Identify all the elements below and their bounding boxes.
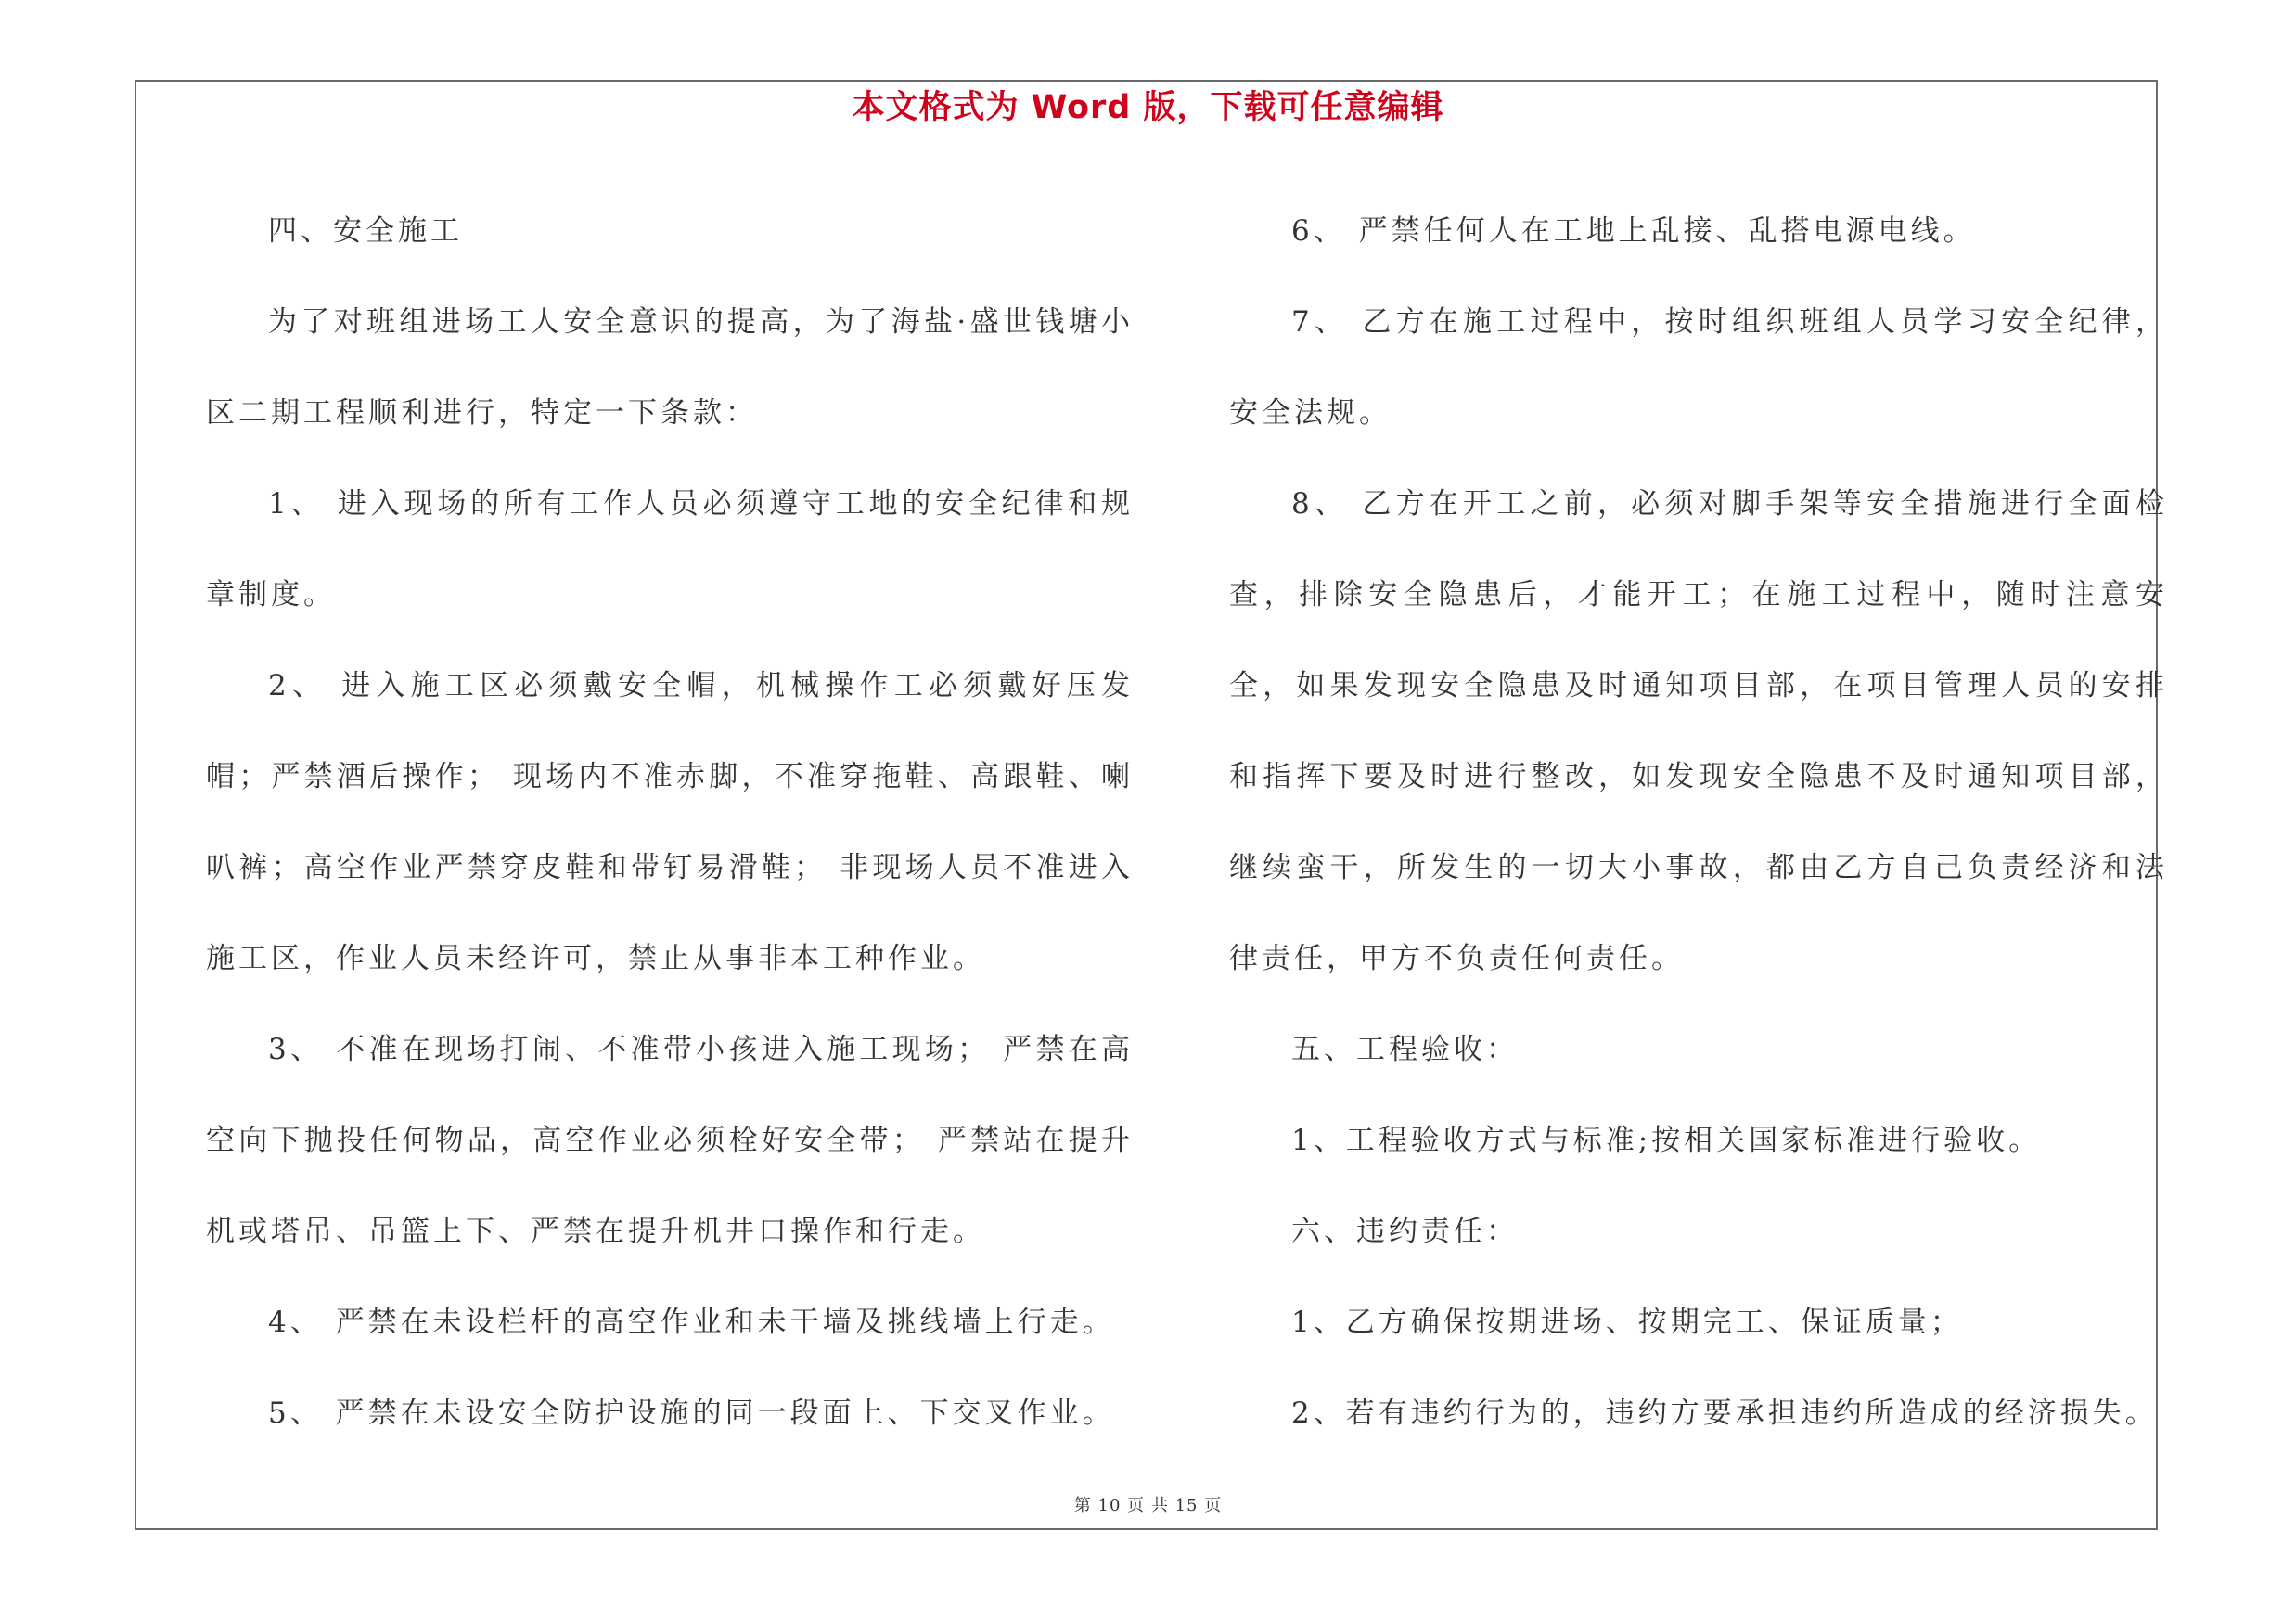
clause-8: 8、 乙方在开工之前，必须对脚手架等安全措施进行全面检查，排除安全隐患后，才能开工；在施工过程中，随时注意安全，如果发现安全隐患及时通知项目部，在项目管理人员的安排和指挥下要及时进行整改，如发现安全隐患不及时通知项目部，继续蛮干，所发生的一切大小事故，都由乙方自己负责经济和法律责任，甲方不负责任何责任。	[1229, 487, 2168, 975]
liability-item-2: 2、若有违约行为的，违约方要承担违约所造成的经济损失。	[1291, 1397, 2158, 1430]
intro-paragraph: 为了对班组进场工人安全意识的提高，为了海盐·盛世钱塘小区二期工程顺利进行，特定一下条款：	[206, 305, 1134, 430]
liability-item-1: 1、乙方确保按期进场、按期完工、保证质量；	[1291, 1306, 1963, 1339]
clause-4: 4、 严禁在未设栏杆的高空作业和未干墙及挑线墙上行走。	[268, 1306, 1115, 1339]
clause-5: 5、 严禁在未设安全防护设施的同一段面上、下交叉作业。	[268, 1397, 1115, 1430]
right-column	[1229, 186, 2168, 1459]
left-column	[206, 186, 1134, 1459]
section-heading-safety: 四、安全施工	[268, 214, 463, 248]
acceptance-item-1: 1、工程验收方式与标准;按相关国家标准进行验收。	[1291, 1124, 2042, 1157]
clause-2: 2、 进入施工区必须戴安全帽，机械操作工必须戴好压发帽；严禁酒后操作； 现场内不准赤脚，不准穿拖鞋、高跟鞋、喇叭裤；高空作业严禁穿皮鞋和带钉易滑鞋； 非现场人员不准进入施工区，作业人员未经许可，禁止从事非本工种作业。	[206, 669, 1134, 975]
section-heading-liability: 六、违约责任：	[1291, 1215, 1519, 1248]
page-number: 第 10 页 共 15 页	[1073, 1496, 1223, 1515]
section-heading-acceptance: 五、工程验收：	[1291, 1033, 1519, 1066]
clause-3: 3、 不准在现场打闹、不准带小孩进入施工现场； 严禁在高空向下抛投任何物品，高空作业必须栓好安全带； 严禁站在提升机或塔吊、吊篮上下、严禁在提升机井口操作和行走。	[206, 1033, 1134, 1248]
clause-6: 6、 严禁任何人在工地上乱接、乱搭电源电线。	[1291, 214, 1976, 248]
clause-1: 1、 进入现场的所有工作人员必须遵守工地的安全纪律和规章制度。	[206, 487, 1134, 612]
editable-word-banner: 本文格式为 Word 版，下载可任意编辑	[852, 89, 1444, 126]
clause-7: 7、 乙方在施工过程中，按时组织班组人员学习安全纪律，安全法规。	[1229, 305, 2168, 430]
